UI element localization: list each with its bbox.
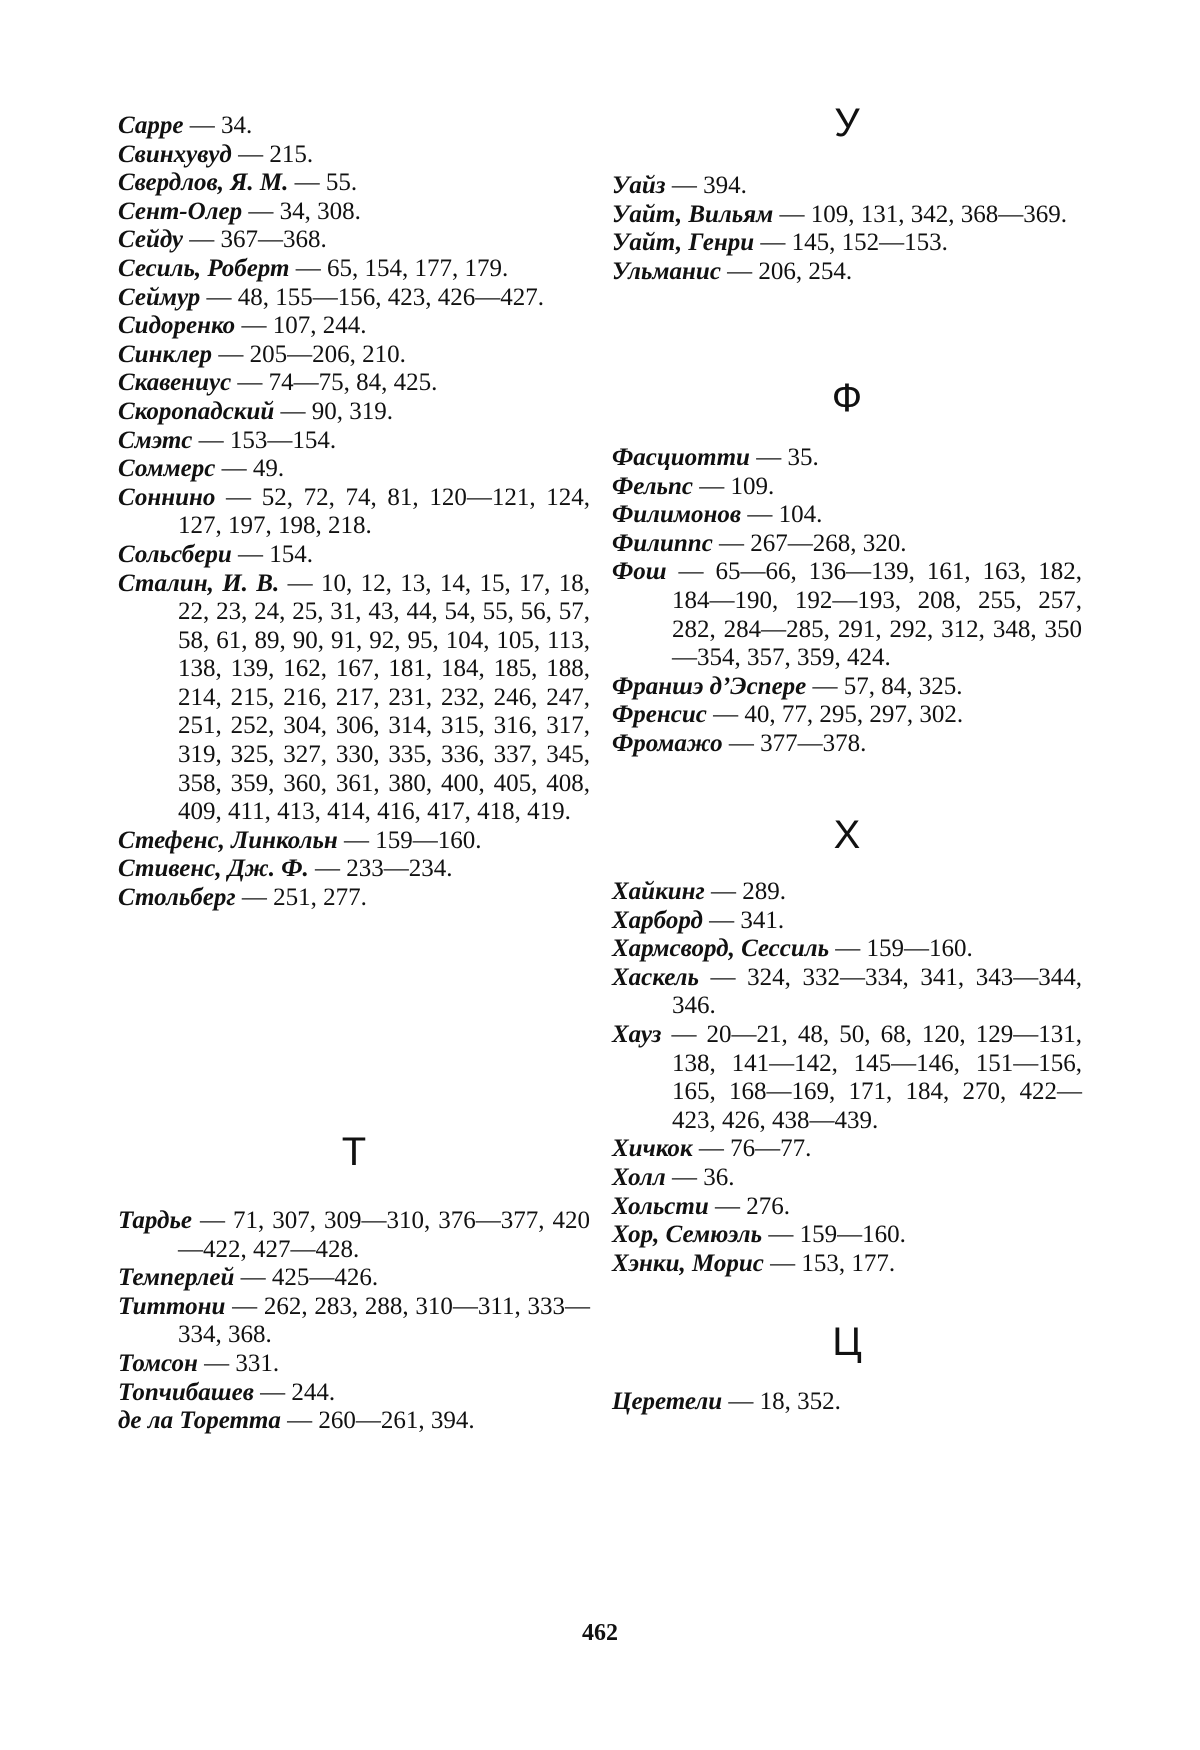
index-entry-name: Скоропадский: [118, 397, 275, 425]
index-entry: [118, 1379, 590, 1408]
index-entry-pages: — 18, 352.: [722, 1388, 841, 1415]
index-entry-pages: — 57, 84, 325.: [806, 672, 963, 700]
index-entry: [118, 226, 590, 255]
index-entry-name: Харборд: [612, 906, 703, 934]
index-entry-pages: — 109.: [692, 472, 775, 500]
index-entry: [612, 1135, 1082, 1164]
index-entry: [118, 112, 590, 141]
index-entry-pages: — 331.: [197, 1349, 280, 1377]
index-entry: [612, 1021, 1082, 1135]
index-entry-pages: — 65—66, 136—139, 161, 163, 182, 184—190, 192—193, 208, 255, 257, 282, 284—285, 291, 292, 312, 348, 350—354, 357, 359, 424.: [666, 558, 1082, 672]
index-entry-pages: — 154.: [231, 540, 313, 568]
index-entry-name: Франшэ д’Эспере: [612, 672, 807, 700]
index-entry-name: Френсис: [612, 701, 707, 729]
index-entry-pages: — 36.: [665, 1163, 735, 1191]
page-number: 462: [582, 1620, 618, 1646]
index-entry-name: Церетели: [612, 1388, 723, 1415]
index-entry: [612, 201, 1082, 230]
index-entry: [612, 907, 1082, 936]
index-entry: [118, 169, 590, 198]
index-entry: [612, 730, 1082, 759]
index-entry-name: Соннино: [118, 483, 216, 511]
index-entry-name: Стольберг: [118, 884, 236, 912]
index-entry-name: Хармсворд, Сессиль: [612, 935, 830, 963]
index-entry: [612, 1250, 1082, 1279]
index-entry-pages: — 145, 152—153.: [754, 229, 948, 257]
index-entry: [612, 878, 1082, 907]
index-entry: [118, 884, 590, 913]
index-entry-name: Синклер: [118, 340, 213, 368]
section-s-entries: [118, 112, 590, 913]
index-entry: [612, 673, 1082, 702]
index-entry-pages: — 215.: [231, 140, 314, 168]
index-entry-pages: — 153—154.: [192, 426, 337, 454]
index-entry-name: Сесиль, Роберт: [118, 254, 290, 282]
index-entry-name: Хайкинг: [612, 878, 705, 905]
index-entry-name: Хичкок: [612, 1135, 693, 1163]
index-entry-pages: — 104.: [741, 501, 823, 529]
section-ts-entries: [612, 1388, 1082, 1417]
index-entry-pages: — 48, 155—156, 423, 426—427.: [200, 283, 544, 311]
index-entry: [612, 558, 1082, 672]
index-entry-pages: — 251, 277.: [235, 884, 367, 912]
index-entry-name: Сольсбери: [118, 540, 232, 568]
index-entry-name: Хор, Семюэль: [612, 1221, 763, 1249]
index-entry: [118, 484, 590, 541]
index-entry: [118, 1207, 590, 1264]
index-entry-pages: — 107, 244.: [235, 312, 367, 340]
index-entry-name: Тардье: [118, 1207, 192, 1234]
index-entry-name: Ульманис: [612, 257, 721, 285]
index-entry-name: Соммерс: [118, 455, 216, 483]
index-entry-name: Фасциотти: [612, 444, 750, 471]
index-entry-name: Филиппс: [612, 529, 713, 557]
index-entry: [118, 398, 590, 427]
section-u-entries: [612, 172, 1082, 286]
index-entry: [612, 1221, 1082, 1250]
index-entry-name: Хольсти: [612, 1192, 709, 1220]
index-entry-name: Фельпс: [612, 472, 693, 500]
index-entry-name: Сталин, И. В.: [118, 569, 280, 597]
index-entry: [118, 1293, 590, 1350]
index-entry: [612, 1388, 1082, 1417]
index-entry: [118, 284, 590, 313]
index-entry-pages: — 55.: [288, 169, 358, 197]
index-entry: [118, 1407, 590, 1436]
index-entry: [612, 935, 1082, 964]
index-entry-name: Сидоренко: [118, 312, 236, 340]
index-entry-pages: — 205—206, 210.: [212, 340, 406, 368]
index-entry-name: Томсон: [118, 1349, 198, 1377]
index-entry-pages: — 109, 131, 342, 368—369.: [773, 200, 1067, 228]
index-entry: [612, 229, 1082, 258]
index-entry-name: Темперлей: [118, 1264, 235, 1292]
index-entry-pages: — 34, 308.: [242, 197, 361, 225]
index-entry: [612, 444, 1082, 473]
index-entry: [118, 855, 590, 884]
index-entry-name: Фош: [612, 558, 667, 586]
index-entry-name: Филимонов: [612, 501, 742, 529]
section-letter-ts: Ц: [832, 1320, 862, 1364]
index-entry: [118, 541, 590, 570]
index-entry: [118, 427, 590, 456]
index-entry: [612, 964, 1082, 1021]
index-entry-pages: — 367—368.: [183, 226, 327, 254]
index-entry-name: Стивенс, Дж. Ф.: [118, 855, 309, 883]
index-entry: [612, 1193, 1082, 1222]
section-h-entries: [612, 878, 1082, 1278]
index-entry: [118, 255, 590, 284]
index-entry-pages: — 260—261, 394.: [280, 1407, 475, 1435]
index-entry: [118, 312, 590, 341]
index-entry-pages: — 52, 72, 74, 81, 120—121, 124, 127, 197, 198, 218.: [178, 483, 590, 540]
index-entry-pages: — 244.: [253, 1378, 336, 1406]
section-letter-f: Ф: [831, 376, 863, 420]
index-entry-pages: — 40, 77, 295, 297, 302.: [706, 701, 964, 729]
index-entry-pages: — 20—21, 48, 50, 68, 120, 129—131, 138, 141—142, 145—146, 151—156, 165, 168—169, 171, 184, 270, 422—423, 426, 438—439.: [661, 1020, 1082, 1134]
index-entry-pages: — 159—160.: [337, 826, 482, 854]
index-entry-pages: — 153, 177.: [763, 1249, 896, 1277]
index-entry-name: Хэнки, Морис: [612, 1249, 764, 1277]
index-entry: [612, 530, 1082, 559]
index-entry-name: Хаскель: [612, 963, 699, 991]
index-entry-pages: — 159—160.: [829, 935, 973, 963]
index-entry: [118, 455, 590, 484]
index-entry-pages: — 262, 283, 288, 310—311, 333—334, 368.: [178, 1292, 590, 1349]
index-entry-pages: — 90, 319.: [274, 397, 394, 425]
index-entry-name: Уайт, Вильям: [612, 200, 774, 228]
index-entry-pages: — 49.: [215, 455, 285, 483]
index-entry: [118, 570, 590, 827]
index-entry: [118, 1350, 590, 1379]
index-entry-name: Смэтс: [118, 426, 193, 454]
index-entry-pages: — 159—160.: [762, 1221, 906, 1249]
index-entry-pages: — 377—378.: [722, 729, 867, 757]
section-letter-h: Х: [833, 813, 861, 857]
index-entry: [612, 701, 1082, 730]
index-entry: [118, 1264, 590, 1293]
index-entry: [612, 473, 1082, 502]
index-entry-name: де ла Торетта: [118, 1407, 281, 1435]
index-entry-name: Свинхувуд: [118, 140, 232, 168]
index-entry-pages: — 76—77.: [692, 1135, 812, 1163]
index-entry-name: Хауз: [612, 1020, 662, 1048]
index-entry-name: Холл: [612, 1163, 666, 1191]
index-entry-name: Сейду: [118, 226, 184, 254]
index-entry-pages: — 34.: [183, 112, 253, 139]
index-entry: [118, 827, 590, 856]
index-entry-name: Уайз: [612, 172, 666, 199]
index-entry-pages: — 35.: [749, 444, 819, 471]
index-entry-name: Стефенс, Линкольн: [118, 826, 338, 854]
section-letter-u: У: [834, 101, 860, 145]
index-entry-name: Фромажо: [612, 729, 723, 757]
section-t-entries: [118, 1207, 590, 1436]
index-entry: [118, 369, 590, 398]
index-entry: [612, 258, 1082, 287]
index-entry: [118, 198, 590, 227]
index-entry-pages: — 65, 154, 177, 179.: [289, 254, 509, 282]
index-entry-name: Уайт, Генри: [612, 229, 755, 257]
index-entry: [612, 172, 1082, 201]
index-entry-name: Сарре: [118, 112, 184, 139]
index-entry: [118, 341, 590, 370]
index-entry-pages: — 289.: [704, 878, 787, 905]
index-entry-pages: — 233—234.: [308, 855, 453, 883]
index-entry: [612, 501, 1082, 530]
index-entry-pages: — 425—426.: [234, 1264, 379, 1292]
index-entry-pages: — 394.: [665, 172, 747, 199]
index-entry-pages: — 206, 254.: [720, 257, 853, 285]
section-f-entries: [612, 444, 1082, 759]
index-entry-name: Свердлов, Я. М.: [118, 169, 289, 197]
index-entry-pages: — 341.: [702, 906, 785, 934]
index-entry-pages: — 267—268, 320.: [712, 529, 907, 557]
index-entry-pages: — 10, 12, 13, 14, 15, 17, 18, 22, 23, 24, 25, 31, 43, 44, 54, 55, 56, 57, 58, 61, 89, 90, 91, 92, 95, 104, 105, 113, 138, 139, 162, 167, 181, 184, 185, 188, 214, 215, 216, 217, 231, 232, 246, 247, 251, 252, 304, 306, 314, 315, 316, 317, 319, 325, 327, 330, 335, 336, 337, 345, 358, 359, 360, 361, 380, 400, 405, 408, 409, 411, 413, 414, 416, 417, 418, 419.: [178, 569, 590, 826]
index-entry-name: Титтони: [118, 1292, 226, 1320]
index-entry-name: Сеймур: [118, 283, 201, 311]
index-entry-pages: — 74—75, 84, 425.: [231, 369, 438, 397]
index-entry-name: Топчибашев: [118, 1378, 254, 1406]
index-entry-name: Скавениус: [118, 369, 232, 397]
index-entry-pages: — 71, 307, 309—310, 376—377, 420—422, 427—428.: [178, 1207, 590, 1263]
index-entry-name: Сент-Олер: [118, 197, 243, 225]
index-entry-pages: — 324, 332—334, 341, 343—344, 346.: [672, 963, 1082, 1020]
index-entry-pages: — 276.: [708, 1192, 791, 1220]
index-entry: [612, 1164, 1082, 1193]
section-letter-t: Т: [341, 1130, 367, 1174]
index-entry: [118, 141, 590, 170]
